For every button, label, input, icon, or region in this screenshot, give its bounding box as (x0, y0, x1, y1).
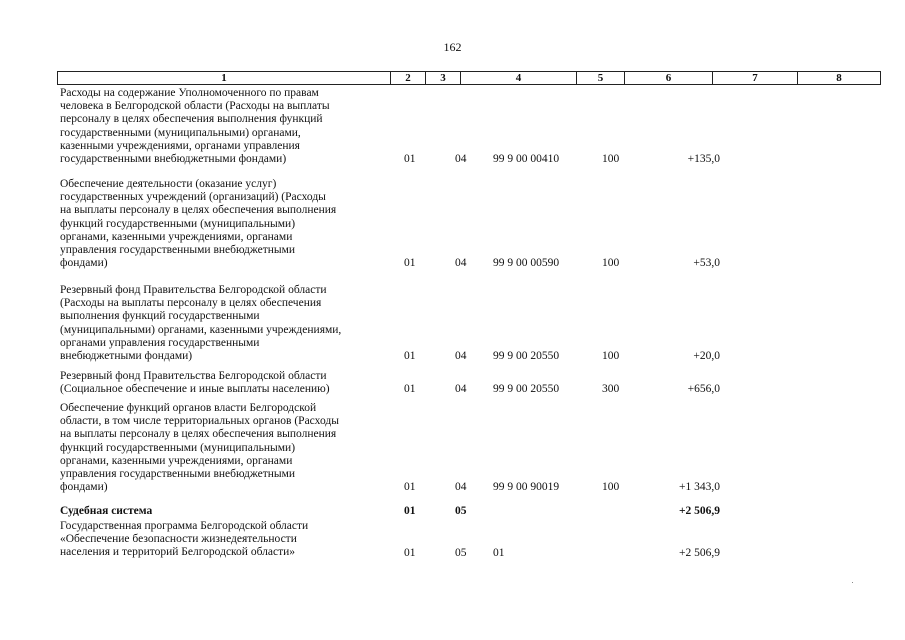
description-line: Резервный фонд Правительства Белгородской области (60, 284, 327, 296)
description-line: Обеспечение функций органов власти Белгородской (60, 402, 317, 414)
header-col-6: 6 (624, 72, 712, 84)
row-description (60, 178, 380, 270)
table-row (60, 505, 880, 518)
subsection-code: 04 (455, 349, 467, 362)
target-article-code: 99 9 00 20550 (493, 382, 560, 395)
table-row (60, 370, 880, 396)
description-line: человека в Белгородской области (Расходы на выплаты (60, 100, 330, 113)
description-line: Расходы на содержание Уполномоченного по правам (60, 87, 319, 99)
header-col-3: 3 (425, 72, 460, 84)
row-description (60, 284, 380, 363)
table-row (60, 178, 880, 270)
header-col-5: 5 (576, 72, 624, 84)
subsection-code: 05 (455, 546, 467, 559)
description-line: «Обеспечение безопасности жизнедеятельности (60, 533, 297, 546)
page-number: 162 (443, 40, 462, 54)
row-description (60, 402, 380, 494)
row-description (60, 520, 380, 560)
row-description (60, 87, 380, 166)
description-line: органами, казенными учреждениями, органами (60, 230, 293, 243)
scan-speck (852, 582, 853, 583)
description-line: Судебная система (60, 505, 153, 517)
row-description (60, 505, 380, 518)
description-line: управления государственными внебюджетными (60, 468, 296, 481)
amount-change: +135,0 (687, 152, 720, 165)
section-code: 01 (404, 349, 416, 362)
description-line: функций государственными (муниципальными) (60, 217, 296, 230)
description-line: области, в том числе территориальных органов (Расходы (60, 415, 339, 428)
subsection-code: 04 (455, 256, 467, 269)
description-line: фондами) (60, 257, 108, 270)
amount-change: +656,0 (687, 382, 720, 395)
description-line: на выплаты персоналу в целях обеспечения выполнения (60, 428, 337, 441)
description-line: фондами) (60, 481, 108, 494)
description-line: казенными учреждениями, органами управления (60, 139, 300, 152)
subsection-code: 04 (455, 480, 467, 493)
target-article-code: 99 9 00 90019 (493, 480, 560, 493)
description-line: Обеспечение деятельности (оказание услуг) (60, 178, 277, 190)
section-code: 01 (404, 546, 416, 559)
description-line: государственными внебюджетными фондами) (60, 153, 287, 166)
amount-change: +1 343,0 (679, 480, 720, 493)
description-line: выполнения функций государственными (60, 310, 260, 323)
description-line: государственных учреждений (организаций) (Расходы (60, 191, 326, 204)
description-line: внебюджетными фондами) (60, 350, 193, 363)
table-row (60, 402, 880, 494)
description-line: функций государственными (муниципальными) (60, 441, 296, 454)
subsection-code: 04 (455, 152, 467, 165)
description-line: (муниципальными) органами, казенными учреждениями, (60, 323, 342, 336)
section-code: 01 (404, 382, 416, 395)
description-line: на выплаты персоналу в целях обеспечения выполнения (60, 204, 337, 217)
expense-type-code: 100 (602, 349, 620, 362)
section-code: 01 (404, 256, 416, 269)
description-line: (Расходы на выплаты персоналу в целях обеспечения (60, 297, 322, 310)
description-line: (Социальное обеспечение и иные выплаты населению) (60, 383, 330, 396)
description-line: персоналу в целях обеспечения выполнения функций (60, 113, 323, 126)
header-col-7: 7 (712, 72, 797, 84)
header-col-2: 2 (390, 72, 425, 84)
description-line: населения и территорий Белгородской области» (60, 546, 296, 559)
table-row (60, 284, 880, 363)
description-line: Государственная программа Белгородской области (60, 520, 309, 532)
description-line: Резервный фонд Правительства Белгородской области (60, 370, 327, 382)
section-code: 01 (404, 152, 416, 165)
table-row (60, 87, 880, 166)
table-header (57, 71, 881, 85)
section-code: 01 (404, 480, 416, 493)
expense-type-code: 100 (602, 480, 620, 493)
target-article-code: 99 9 00 00590 (493, 256, 560, 269)
header-col-4: 4 (460, 72, 576, 84)
header-col-8: 8 (797, 72, 880, 84)
amount-change: +53,0 (693, 256, 720, 269)
target-article-code: 99 9 00 20550 (493, 349, 560, 362)
description-line: органами управления государственными (60, 336, 260, 349)
expense-type-code: 100 (602, 152, 620, 165)
target-article-code: 99 9 00 00410 (493, 152, 560, 165)
description-line: органами, казенными учреждениями, органами (60, 454, 293, 467)
amount-change: +20,0 (693, 349, 720, 362)
header-col-1: 1 (221, 72, 227, 84)
description-line: государственными (муниципальными) органами, (60, 126, 301, 139)
subsection-code: 04 (455, 382, 467, 395)
expense-type-code: 100 (602, 256, 620, 269)
expense-type-code: 300 (602, 382, 620, 395)
row-description (60, 370, 380, 396)
description-line: управления государственными внебюджетными (60, 244, 296, 257)
amount-change: +2 506,9 (678, 504, 720, 517)
subsection-code: 05 (455, 504, 467, 517)
section-code: 01 (404, 504, 416, 517)
amount-change: +2 506,9 (679, 546, 720, 559)
table-row (60, 520, 880, 560)
target-article-code: 01 (493, 546, 505, 559)
